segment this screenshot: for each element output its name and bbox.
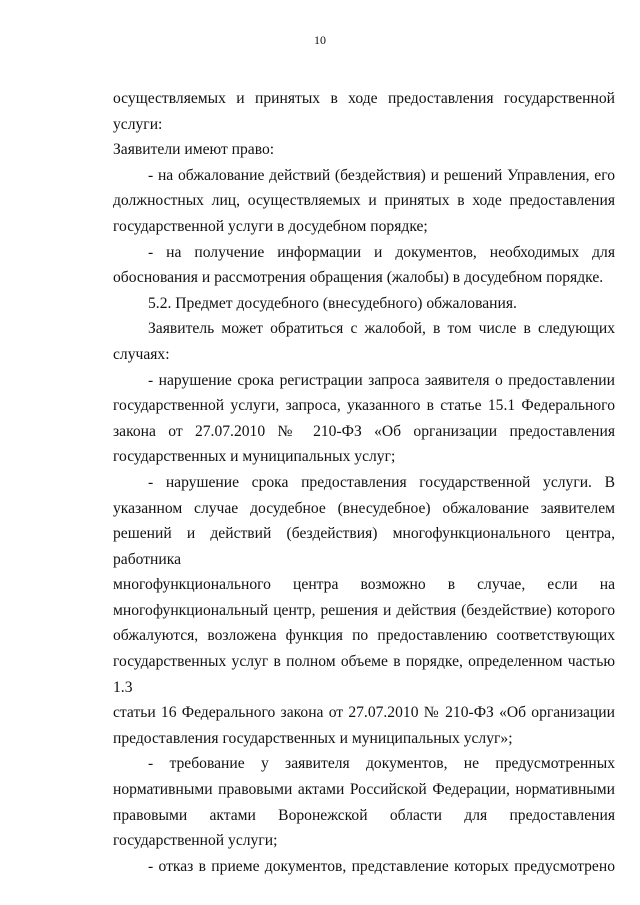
text-line: обоснования и рассмотрения обращения (жалобы) в досудебном порядке. <box>113 269 604 287</box>
text-line: - отказ в приеме документов, представление которых предусмотрено <box>148 857 615 875</box>
text-line: многофункционального центра возможно в случае, если на <box>113 576 615 594</box>
text-line: предоставления государственных и муниципальных услуг»; <box>113 729 513 747</box>
text-line: - нарушение срока предоставления государственной услуги. В <box>148 473 615 491</box>
text-line: обжалуются, возложена функция по предоставлению соответствующих <box>113 627 615 645</box>
text-line: Заявитель может обратиться с жалобой, в том числе в следующих <box>148 320 615 338</box>
text-line: указанном случае досудебное (внесудебное) обжалование заявителем <box>113 499 615 517</box>
text-line: статьи 16 Федерального закона от 27.07.2010 № 210-ФЗ «Об организации <box>113 704 615 722</box>
text-line: - на получение информации и документов, необходимых для <box>148 243 615 261</box>
text-line: - нарушение срока регистрации запроса заявителя о предоставлении <box>148 371 615 389</box>
text-line: государственной услуги; <box>113 832 278 850</box>
text-line: государственных услуг в полном объеме в порядке, определенном частью 1.3 <box>113 653 615 696</box>
text-line: случаях: <box>113 345 170 363</box>
text-line: должностных лиц, осуществляемых и принятых в ходе предоставления <box>113 192 615 210</box>
document-body <box>113 86 615 879</box>
text-line: многофункциональный центр, решения и действия (бездействие) которого <box>113 601 615 619</box>
text-line: государственной услуги в досудебном порядке; <box>113 217 428 235</box>
page-number: 10 <box>314 33 326 47</box>
text-line: - на обжалование действий (бездействия) и решений Управления, его <box>148 166 615 184</box>
text-line: решений и действий (бездействия) многофункционального центра, работника <box>113 525 615 568</box>
text-line: государственной услуги, запроса, указанного в статье 15.1 Федерального <box>113 397 615 415</box>
text-line: осуществляемых и принятых в ходе предоставления государственной услуги: <box>113 90 615 133</box>
text-line: правовыми актами Воронежской области для предоставления <box>113 806 615 824</box>
text-line: нормативными правовыми актами Российской Федерации, нормативными <box>113 781 615 799</box>
section-heading: 5.2. Предмет досудебного (внесудебного) обжалования. <box>148 294 517 312</box>
text-line: Заявители имеют право: <box>113 141 275 159</box>
text-line: закона от 27.07.2010 № 210-ФЗ «Об организации предоставления <box>113 422 615 440</box>
text-line: государственных и муниципальных услуг; <box>113 448 396 466</box>
text-line: - требование у заявителя документов, не предусмотренных <box>148 755 615 773</box>
